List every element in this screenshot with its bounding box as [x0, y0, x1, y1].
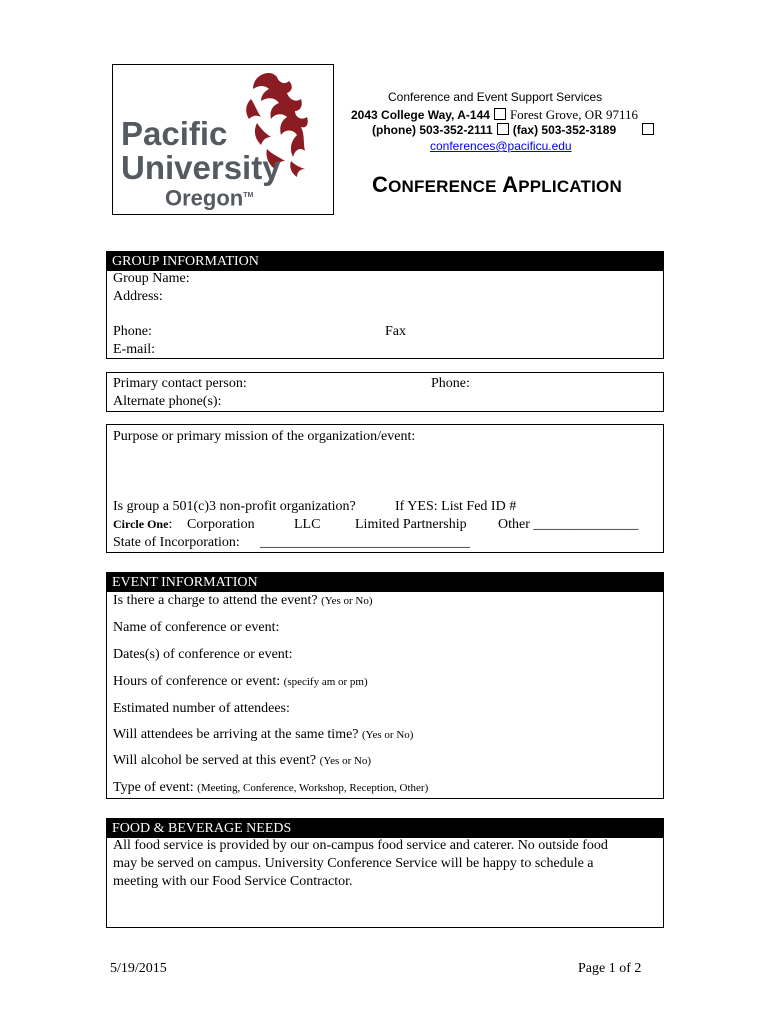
event-type-field[interactable]: [113, 780, 428, 796]
option-llc[interactable]: LLC: [294, 517, 321, 532]
title-pplication: PPLICATION: [518, 177, 622, 196]
org-name: Conference and Event Support Services: [388, 90, 603, 104]
checkbox-icon: [497, 123, 509, 135]
charge-label: Is there a charge to attend the event?: [113, 593, 318, 608]
fed-id-field[interactable]: If YES: List Fed ID #: [395, 499, 517, 514]
fax-number: (fax) 503-352-3189: [512, 123, 617, 137]
event-information-section: [106, 572, 664, 799]
type-label: Type of event:: [113, 780, 194, 795]
event-hours-field[interactable]: [113, 674, 368, 690]
logo-box: [112, 64, 334, 215]
logo-oregon-text: Oregon: [165, 185, 244, 211]
hours-hint: (specify am or pm): [283, 676, 368, 688]
option-other[interactable]: Other _______________: [498, 517, 639, 532]
contact-section: [106, 372, 664, 412]
section-heading: EVENT INFORMATION: [107, 573, 663, 592]
alcohol-label: Will alcohol be served at this event?: [113, 753, 317, 768]
arriving-hint: (Yes or No): [362, 729, 414, 741]
food-beverage-section: [106, 818, 664, 928]
nonprofit-question: Is group a 501(c)3 non-profit organization?: [113, 499, 356, 514]
alternate-phone-field[interactable]: Alternate phone(s):: [113, 394, 222, 409]
footer-date: 5/19/2015: [110, 961, 167, 976]
option-corporation[interactable]: Corporation: [187, 517, 255, 532]
logo-oregon: [165, 185, 253, 209]
charge-field[interactable]: [113, 593, 373, 609]
group-name-field[interactable]: Group Name:: [113, 271, 190, 286]
email-line: [430, 139, 572, 153]
event-name-field[interactable]: Name of conference or event:: [113, 620, 280, 635]
attendees-field[interactable]: Estimated number of attendees:: [113, 701, 290, 716]
food-text-line-1: All food service is provided by our on-campus food service and caterer. No outside food: [113, 838, 608, 853]
phone-number: (phone) 503-352-2111: [372, 123, 493, 137]
logo-university: University: [121, 149, 281, 186]
group-information-section: [106, 251, 664, 359]
charge-hint: (Yes or No): [321, 595, 373, 607]
title-a: A: [502, 172, 519, 197]
section-heading: FOOD & BEVERAGE NEEDS: [107, 819, 663, 838]
title-onference: ONFERENCE: [388, 177, 497, 196]
state-incorporation-label: State of Incorporation:: [113, 535, 240, 550]
food-text-line-3: meeting with our Food Service Contractor.: [113, 874, 353, 889]
contact-line: [372, 123, 658, 137]
arriving-field[interactable]: [113, 727, 413, 743]
section-heading: GROUP INFORMATION: [107, 252, 663, 271]
food-text-line-2: may be served on campus. University Conference Service will be happy to schedule a: [113, 856, 594, 871]
event-dates-field[interactable]: Dates(s) of conference or event:: [113, 647, 293, 662]
option-limited-partnership[interactable]: Limited Partnership: [355, 517, 467, 532]
alcohol-hint: (Yes or No): [319, 755, 372, 767]
type-hint: (Meeting, Conference, Workshop, Reception, Other): [197, 782, 429, 794]
circle-one-row: [113, 517, 172, 533]
address-field[interactable]: Address:: [113, 289, 163, 304]
mission-field[interactable]: Purpose or primary mission of the organization/event:: [113, 429, 416, 444]
purpose-section: [106, 424, 664, 553]
circle-one-label: Circle One: [113, 517, 169, 531]
footer-page-number: Page 1 of 2: [578, 961, 642, 976]
street-address: 2043 College Way, A-144: [351, 108, 490, 122]
logo-pacific: Pacific: [121, 115, 228, 152]
arriving-label: Will attendees be arriving at the same time?: [113, 727, 359, 742]
checkbox-icon: [642, 123, 654, 135]
phone-field[interactable]: Phone:: [113, 324, 152, 339]
alcohol-field[interactable]: [113, 753, 371, 769]
page-title: [372, 172, 622, 198]
checkbox-icon: [494, 108, 506, 120]
city-state: Forest Grove, OR 97116: [509, 107, 639, 122]
title-c: C: [372, 172, 389, 197]
email-field[interactable]: E-mail:: [113, 342, 155, 357]
primary-contact-field[interactable]: Primary contact person:: [113, 376, 247, 391]
fax-field[interactable]: Fax: [385, 324, 406, 339]
email-link[interactable]: conferences@pacificu.edu: [430, 139, 572, 153]
hours-label: Hours of conference or event:: [113, 674, 281, 689]
address-line: [351, 107, 638, 123]
contact-phone-field[interactable]: Phone:: [431, 376, 470, 391]
state-incorporation-field[interactable]: ______________________________: [260, 535, 470, 550]
logo-tm: TM: [243, 192, 254, 199]
circle-one-colon: :: [168, 517, 173, 532]
